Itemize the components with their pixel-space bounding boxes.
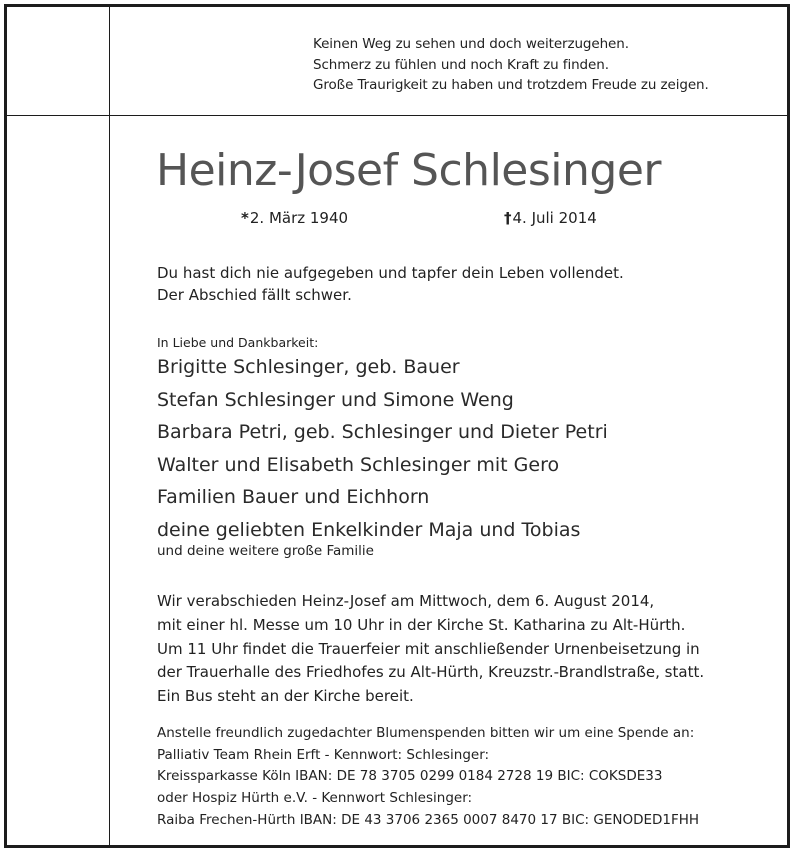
mourners-label: In Liebe und Dankbarkeit: bbox=[157, 335, 319, 350]
horizontal-divider bbox=[7, 115, 787, 116]
service-line: Ein Bus steht an der Kirche bereit. bbox=[157, 687, 414, 706]
mourner-name: Brigitte Schlesinger, geb. Bauer bbox=[157, 356, 460, 378]
service-line: Wir verabschieden Heinz-Josef am Mittwoch, dem 6. August 2014, bbox=[157, 592, 655, 610]
donation-line: Kreissparkasse Köln IBAN: DE 78 3705 0299 0184 2728 19 BIC: COKSDE33 bbox=[157, 768, 663, 785]
mourners-list bbox=[157, 351, 608, 546]
donation-line: Palliativ Team Rhein Erft - Kennwort: Schlesinger: bbox=[157, 746, 490, 763]
extended-family: und deine weitere große Familie bbox=[157, 543, 374, 559]
mourner-name: Stefan Schlesinger und Simone Weng bbox=[157, 388, 514, 411]
death-date bbox=[504, 209, 597, 227]
deceased-name: Heinz-Josef Schlesinger bbox=[156, 145, 661, 196]
death-date-text: 4. Juli 2014 bbox=[512, 209, 597, 227]
death-cross-icon: † bbox=[504, 209, 512, 227]
birth-star-icon: * bbox=[241, 209, 249, 227]
service-line: Um 11 Uhr findet die Trauerfeier mit anschließender Urnenbeisetzung in bbox=[157, 639, 700, 658]
motto-line: Du hast dich nie aufgegeben und tapfer dein Leben vollendet. bbox=[157, 264, 624, 282]
motto-line: Der Abschied fällt schwer. bbox=[157, 286, 352, 304]
donation-line: oder Hospiz Hürth e.V. - Kennwort Schlesinger: bbox=[157, 790, 473, 807]
quote-block bbox=[313, 34, 709, 96]
quote-line: Schmerz zu fühlen und noch Kraft zu finden. bbox=[313, 56, 609, 73]
quote-line: Große Traurigkeit zu haben und trotzdem Freude zu zeigen. bbox=[313, 77, 709, 93]
birth-date-text: 2. März 1940 bbox=[249, 209, 349, 227]
farewell-motto bbox=[157, 262, 624, 306]
mourner-name: Familien Bauer und Eichhorn bbox=[157, 486, 430, 508]
donation-info bbox=[157, 723, 699, 832]
mourner-name: Walter und Elisabeth Schlesinger mit Gero bbox=[157, 453, 560, 476]
donation-line: Raiba Frechen-Hürth IBAN: DE 43 3706 2365 0007 8470 17 BIC: GENODED1FHH bbox=[157, 811, 700, 828]
donation-line: Anstelle freundlich zugedachter Blumenspenden bitten wir um eine Spende an: bbox=[157, 725, 695, 741]
service-line: der Trauerhalle des Friedhofes zu Alt-Hürth, Kreuzstr.-Brandlstraße, statt. bbox=[157, 663, 705, 682]
quote-line: Keinen Weg zu sehen und doch weiterzugehen. bbox=[313, 36, 629, 52]
obituary-notice bbox=[4, 4, 790, 848]
vertical-divider bbox=[109, 7, 110, 845]
mourner-name: Barbara Petri, geb. Schlesinger und Dieter Petri bbox=[157, 421, 608, 443]
mourner-name: deine geliebten Enkelkinder Maja und Tobias bbox=[157, 518, 581, 541]
birth-date bbox=[241, 209, 348, 227]
service-info bbox=[157, 590, 704, 709]
service-line: mit einer hl. Messe um 10 Uhr in der Kirche St. Katharina zu Alt-Hürth. bbox=[157, 615, 686, 634]
